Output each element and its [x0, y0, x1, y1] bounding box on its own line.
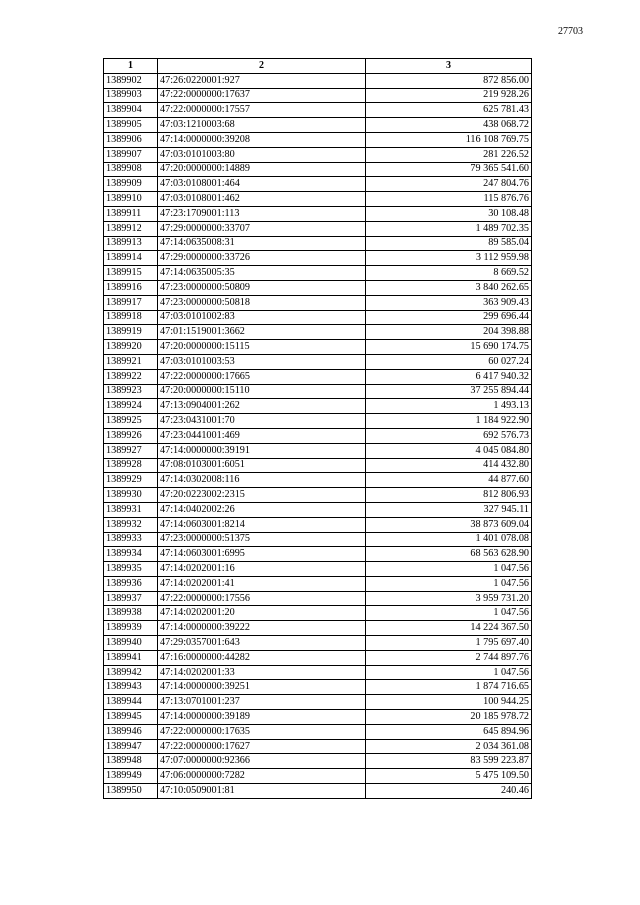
cadastral-number-cell: 47:14:0202001:16 — [158, 562, 366, 577]
row-number-cell: 1389949 — [104, 769, 158, 784]
row-number-cell: 1389941 — [104, 650, 158, 665]
cadastral-value-cell: 1 493.13 — [366, 399, 532, 414]
cadastral-value-cell: 30 108.48 — [366, 206, 532, 221]
table-row — [104, 502, 532, 517]
cadastral-number-cell: 47:23:1709001:113 — [158, 206, 366, 221]
table-row — [104, 73, 532, 88]
row-number-cell: 1389907 — [104, 147, 158, 162]
table-row — [104, 147, 532, 162]
row-number-cell: 1389902 — [104, 73, 158, 88]
table-row — [104, 384, 532, 399]
table-row — [104, 236, 532, 251]
cadastral-number-cell: 47:20:0223002:2315 — [158, 488, 366, 503]
cadastral-value-table — [103, 58, 532, 799]
table-row — [104, 621, 532, 636]
row-number-cell: 1389912 — [104, 221, 158, 236]
row-number-cell: 1389934 — [104, 547, 158, 562]
cadastral-number-cell: 47:29:0357001:643 — [158, 636, 366, 651]
cadastral-value-cell: 2 034 361.08 — [366, 739, 532, 754]
cadastral-value-cell: 204 398.88 — [366, 325, 532, 340]
cadastral-number-cell: 47:23:0000000:50809 — [158, 280, 366, 295]
cadastral-number-cell: 47:22:0000000:17557 — [158, 103, 366, 118]
row-number-cell: 1389918 — [104, 310, 158, 325]
row-number-cell: 1389920 — [104, 340, 158, 355]
cadastral-value-cell: 625 781.43 — [366, 103, 532, 118]
cadastral-number-cell: 47:14:0000000:39222 — [158, 621, 366, 636]
row-number-cell: 1389946 — [104, 724, 158, 739]
cadastral-value-cell: 1 047.56 — [366, 562, 532, 577]
row-number-cell: 1389911 — [104, 206, 158, 221]
cadastral-value-cell: 14 224 367.50 — [366, 621, 532, 636]
cadastral-value-cell: 15 690 174.75 — [366, 340, 532, 355]
cadastral-number-cell: 47:26:0220001:927 — [158, 73, 366, 88]
row-number-cell: 1389940 — [104, 636, 158, 651]
cadastral-number-cell: 47:01:1519001:3662 — [158, 325, 366, 340]
cadastral-value-cell: 1 489 702.35 — [366, 221, 532, 236]
cadastral-number-cell: 47:07:0000000:92366 — [158, 754, 366, 769]
row-number-cell: 1389908 — [104, 162, 158, 177]
cadastral-value-cell: 1 047.56 — [366, 576, 532, 591]
table-row — [104, 680, 532, 695]
cadastral-number-cell: 47:22:0000000:17665 — [158, 369, 366, 384]
table-row — [104, 724, 532, 739]
row-number-cell: 1389935 — [104, 562, 158, 577]
cadastral-value-cell: 37 255 894.44 — [366, 384, 532, 399]
cadastral-number-cell: 47:23:0431001:70 — [158, 414, 366, 429]
row-number-cell: 1389913 — [104, 236, 158, 251]
table-row — [104, 354, 532, 369]
row-number-cell: 1389928 — [104, 458, 158, 473]
cadastral-value-cell: 8 669.52 — [366, 266, 532, 281]
row-number-cell: 1389923 — [104, 384, 158, 399]
table-row — [104, 606, 532, 621]
cadastral-number-cell: 47:03:0108001:464 — [158, 177, 366, 192]
table-row — [104, 532, 532, 547]
cadastral-number-cell: 47:16:0000000:44282 — [158, 650, 366, 665]
cadastral-value-cell: 38 873 609.04 — [366, 517, 532, 532]
row-number-cell: 1389909 — [104, 177, 158, 192]
cadastral-value-cell: 1 401 078.08 — [366, 532, 532, 547]
cadastral-number-cell: 47:20:0000000:15110 — [158, 384, 366, 399]
row-number-cell: 1389947 — [104, 739, 158, 754]
cadastral-value-cell: 60 027.24 — [366, 354, 532, 369]
table-row — [104, 103, 532, 118]
row-number-cell: 1389922 — [104, 369, 158, 384]
cadastral-number-cell: 47:03:0101002:83 — [158, 310, 366, 325]
cadastral-value-cell: 692 576.73 — [366, 428, 532, 443]
row-number-cell: 1389950 — [104, 784, 158, 799]
table-row — [104, 443, 532, 458]
cadastral-number-cell: 47:14:0635005:35 — [158, 266, 366, 281]
cadastral-number-cell: 47:06:0000000:7282 — [158, 769, 366, 784]
cadastral-value-cell: 1 047.56 — [366, 606, 532, 621]
table-row — [104, 710, 532, 725]
table-row — [104, 414, 532, 429]
cadastral-number-cell: 47:14:0202001:33 — [158, 665, 366, 680]
cadastral-number-cell: 47:23:0441001:469 — [158, 428, 366, 443]
table-row — [104, 458, 532, 473]
row-number-cell: 1389919 — [104, 325, 158, 340]
cadastral-value-cell: 6 417 940.32 — [366, 369, 532, 384]
table-row — [104, 206, 532, 221]
cadastral-number-cell: 47:13:0701001:237 — [158, 695, 366, 710]
row-number-cell: 1389917 — [104, 295, 158, 310]
table-row — [104, 340, 532, 355]
table-row — [104, 132, 532, 147]
table-row — [104, 769, 532, 784]
row-number-cell: 1389903 — [104, 88, 158, 103]
cadastral-number-cell: 47:14:0635008:31 — [158, 236, 366, 251]
cadastral-number-cell: 47:14:0000000:39251 — [158, 680, 366, 695]
table-row — [104, 192, 532, 207]
cadastral-number-cell: 47:03:0108001:462 — [158, 192, 366, 207]
cadastral-value-cell: 20 185 978.72 — [366, 710, 532, 725]
cadastral-number-cell: 47:14:0603001:6995 — [158, 547, 366, 562]
table-row — [104, 177, 532, 192]
row-number-cell: 1389929 — [104, 473, 158, 488]
cadastral-number-cell: 47:23:0000000:51375 — [158, 532, 366, 547]
table-row — [104, 784, 532, 799]
table-row — [104, 547, 532, 562]
table-row — [104, 591, 532, 606]
row-number-cell: 1389948 — [104, 754, 158, 769]
row-number-cell: 1389927 — [104, 443, 158, 458]
cadastral-number-cell: 47:14:0402002:26 — [158, 502, 366, 517]
table-row — [104, 488, 532, 503]
row-number-cell: 1389936 — [104, 576, 158, 591]
cadastral-value-cell: 83 599 223.87 — [366, 754, 532, 769]
cadastral-number-cell: 47:14:0202001:41 — [158, 576, 366, 591]
cadastral-value-cell: 116 108 769.75 — [366, 132, 532, 147]
table-row — [104, 251, 532, 266]
cadastral-number-cell: 47:22:0000000:17627 — [158, 739, 366, 754]
row-number-cell: 1389906 — [104, 132, 158, 147]
table-row — [104, 399, 532, 414]
row-number-cell: 1389930 — [104, 488, 158, 503]
cadastral-value-cell: 645 894.96 — [366, 724, 532, 739]
cadastral-value-cell: 219 928.26 — [366, 88, 532, 103]
row-number-cell: 1389938 — [104, 606, 158, 621]
cadastral-number-cell: 47:14:0603001:8214 — [158, 517, 366, 532]
cadastral-value-cell: 281 226.52 — [366, 147, 532, 162]
cadastral-value-cell: 247 804.76 — [366, 177, 532, 192]
cadastral-number-cell: 47:20:0000000:14889 — [158, 162, 366, 177]
cadastral-number-cell: 47:03:1210003:68 — [158, 118, 366, 133]
cadastral-number-cell: 47:14:0000000:39191 — [158, 443, 366, 458]
cadastral-number-cell: 47:23:0000000:50818 — [158, 295, 366, 310]
cadastral-value-cell: 872 856.00 — [366, 73, 532, 88]
row-number-cell: 1389933 — [104, 532, 158, 547]
cadastral-number-cell: 47:22:0000000:17556 — [158, 591, 366, 606]
column-header-3: 3 — [366, 59, 532, 74]
table-row — [104, 369, 532, 384]
cadastral-value-cell: 327 945.11 — [366, 502, 532, 517]
cadastral-value-cell: 2 744 897.76 — [366, 650, 532, 665]
table-row — [104, 162, 532, 177]
table-row — [104, 118, 532, 133]
cadastral-value-cell: 3 840 262.65 — [366, 280, 532, 295]
table-row — [104, 695, 532, 710]
table-row — [104, 754, 532, 769]
table-row — [104, 576, 532, 591]
table-row — [104, 562, 532, 577]
row-number-cell: 1389926 — [104, 428, 158, 443]
row-number-cell: 1389915 — [104, 266, 158, 281]
cadastral-value-cell: 1 184 922.90 — [366, 414, 532, 429]
cadastral-value-cell: 44 877.60 — [366, 473, 532, 488]
page-number: 27703 — [558, 26, 583, 37]
cadastral-number-cell: 47:29:0000000:33726 — [158, 251, 366, 266]
table-row — [104, 295, 532, 310]
cadastral-value-cell: 68 563 628.90 — [366, 547, 532, 562]
column-header-2: 2 — [158, 59, 366, 74]
cadastral-number-cell: 47:22:0000000:17637 — [158, 88, 366, 103]
table-row — [104, 473, 532, 488]
table-row — [104, 636, 532, 651]
cadastral-value-cell: 100 944.25 — [366, 695, 532, 710]
table-body — [104, 73, 532, 798]
row-number-cell: 1389914 — [104, 251, 158, 266]
column-header-1: 1 — [104, 59, 158, 74]
cadastral-number-cell: 47:14:0202001:20 — [158, 606, 366, 621]
row-number-cell: 1389925 — [104, 414, 158, 429]
cadastral-number-cell: 47:03:0101003:53 — [158, 354, 366, 369]
row-number-cell: 1389931 — [104, 502, 158, 517]
row-number-cell: 1389944 — [104, 695, 158, 710]
cadastral-number-cell: 47:14:0302008:116 — [158, 473, 366, 488]
row-number-cell: 1389904 — [104, 103, 158, 118]
cadastral-number-cell: 47:29:0000000:33707 — [158, 221, 366, 236]
cadastral-value-cell: 1 047.56 — [366, 665, 532, 680]
cadastral-value-cell: 4 045 084.80 — [366, 443, 532, 458]
table-row — [104, 428, 532, 443]
cadastral-number-cell: 47:13:0904001:262 — [158, 399, 366, 414]
row-number-cell: 1389916 — [104, 280, 158, 295]
cadastral-value-cell: 363 909.43 — [366, 295, 532, 310]
cadastral-number-cell: 47:08:0103001:6051 — [158, 458, 366, 473]
row-number-cell: 1389924 — [104, 399, 158, 414]
row-number-cell: 1389942 — [104, 665, 158, 680]
row-number-cell: 1389932 — [104, 517, 158, 532]
table-row — [104, 517, 532, 532]
cadastral-number-cell: 47:03:0101003:80 — [158, 147, 366, 162]
table-header-row — [104, 59, 532, 74]
cadastral-number-cell: 47:14:0000000:39208 — [158, 132, 366, 147]
cadastral-number-cell: 47:22:0000000:17635 — [158, 724, 366, 739]
row-number-cell: 1389945 — [104, 710, 158, 725]
table-row — [104, 266, 532, 281]
cadastral-value-cell: 89 585.04 — [366, 236, 532, 251]
table-row — [104, 221, 532, 236]
row-number-cell: 1389905 — [104, 118, 158, 133]
table-row — [104, 310, 532, 325]
cadastral-number-cell: 47:20:0000000:15115 — [158, 340, 366, 355]
cadastral-value-cell: 79 365 541.60 — [366, 162, 532, 177]
row-number-cell: 1389910 — [104, 192, 158, 207]
table-row — [104, 325, 532, 340]
cadastral-value-cell: 414 432.80 — [366, 458, 532, 473]
cadastral-value-cell: 3 112 959.98 — [366, 251, 532, 266]
row-number-cell: 1389939 — [104, 621, 158, 636]
cadastral-value-cell: 299 696.44 — [366, 310, 532, 325]
cadastral-value-cell: 1 795 697.40 — [366, 636, 532, 651]
row-number-cell: 1389921 — [104, 354, 158, 369]
row-number-cell: 1389943 — [104, 680, 158, 695]
cadastral-value-cell: 3 959 731.20 — [366, 591, 532, 606]
table-row — [104, 665, 532, 680]
cadastral-value-cell: 1 874 716.65 — [366, 680, 532, 695]
cadastral-value-cell: 240.46 — [366, 784, 532, 799]
table-row — [104, 650, 532, 665]
cadastral-value-cell: 5 475 109.50 — [366, 769, 532, 784]
table-row — [104, 88, 532, 103]
cadastral-value-cell: 438 068.72 — [366, 118, 532, 133]
row-number-cell: 1389937 — [104, 591, 158, 606]
cadastral-number-cell: 47:10:0509001:81 — [158, 784, 366, 799]
table-row — [104, 739, 532, 754]
cadastral-number-cell: 47:14:0000000:39189 — [158, 710, 366, 725]
table-row — [104, 280, 532, 295]
cadastral-value-cell: 115 876.76 — [366, 192, 532, 207]
cadastral-value-cell: 812 806.93 — [366, 488, 532, 503]
